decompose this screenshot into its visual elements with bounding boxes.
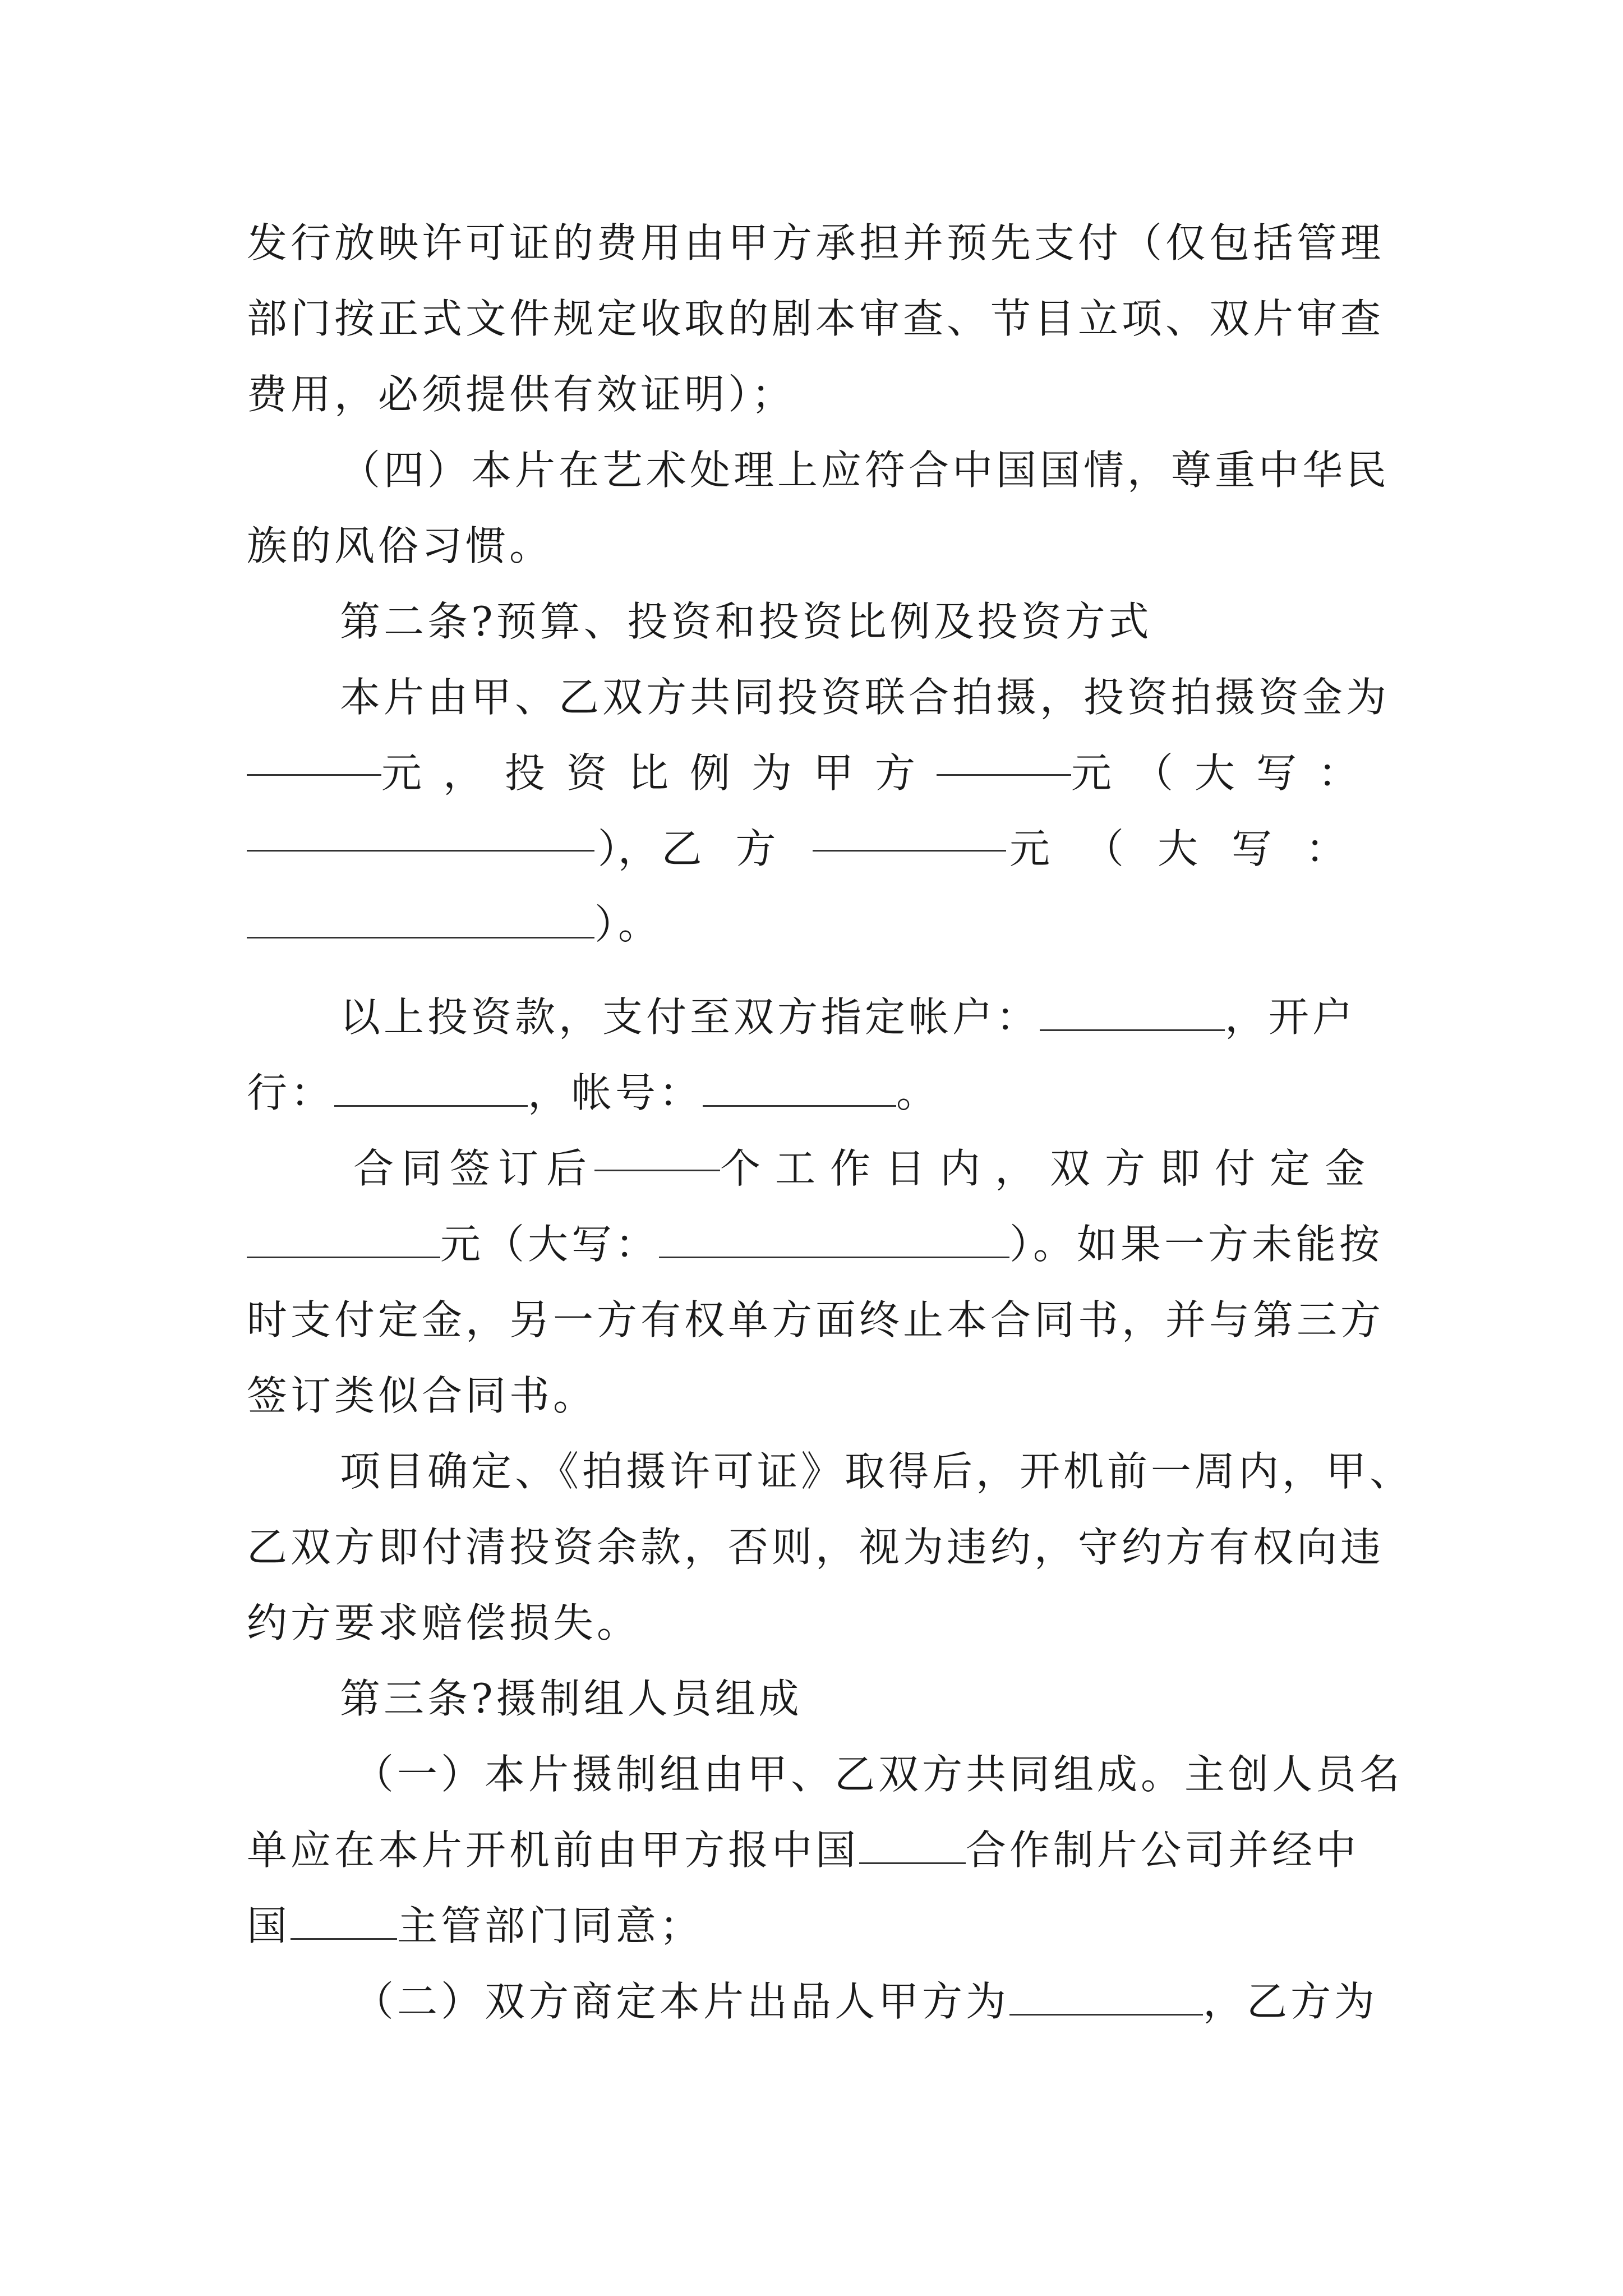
- blank-line: [247, 1217, 440, 1258]
- text-fragment: 元（大写：: [440, 1221, 660, 1268]
- text-fragment: 元（大写：: [1009, 825, 1380, 872]
- text-line: 约方要求赔偿损失。: [247, 1599, 641, 1646]
- text-line: [247, 1206, 1384, 1282]
- text-fragment: 单应在本片开机前由甲方报中国: [247, 1826, 860, 1874]
- text-line: 族的风俗习惯。: [247, 522, 554, 569]
- blank-line: [859, 1823, 966, 1864]
- blank-line: [247, 898, 594, 938]
- text-fragment: 乙方: [661, 825, 810, 872]
- blank-line: [937, 735, 1071, 776]
- text-line: 费用，必须提供有效证明）；: [247, 371, 796, 418]
- text-line: 乙双方即付清投资余款，否则，视为违约，守约方有权向违: [247, 1524, 1385, 1571]
- text-fragment: 元，投资比例为甲方: [381, 749, 937, 797]
- text-fragment: 。: [896, 1069, 940, 1116]
- text-line: （四）本片在艺术处理上应符合中国国情，尊重中华民: [340, 447, 1390, 494]
- text-fragment: 行：: [247, 1069, 335, 1116]
- text-line: [340, 979, 1380, 1055]
- text-line-justified: [247, 811, 1380, 887]
- text-line-justified: [353, 1130, 1380, 1207]
- text-line: [353, 1963, 1380, 2040]
- text-line: 发行放映许可证的费用由甲方承担并预先支付（仅包括管理: [247, 219, 1385, 266]
- blank-line: [703, 1066, 896, 1107]
- text-fragment: ，开户: [1225, 993, 1357, 1041]
- text-fragment: 主管部门同意；: [397, 1902, 704, 1949]
- text-line: 项目确定、《拍摄许可证》取得后，开机前一周内，甲、: [340, 1448, 1414, 1495]
- blank-line: [247, 735, 381, 776]
- text-line: [247, 1812, 1380, 1888]
- text-line-justified: [247, 735, 1380, 811]
- text-fragment: 合同签订后: [353, 1145, 595, 1192]
- text-fragment: ），: [597, 825, 658, 872]
- blank-line: [1040, 990, 1225, 1031]
- text-fragment: ，乙方为: [1203, 1978, 1378, 2025]
- blank-line: [291, 1899, 397, 1940]
- text-line: 时支付定金，另一方有权单方面终止本合同书，并与第三方: [247, 1296, 1385, 1343]
- text-line: [247, 886, 1380, 963]
- text-fragment: （二）双方商定本片出品人甲方为: [353, 1978, 1010, 2025]
- text-fragment: 合作制片公司并经中: [966, 1826, 1360, 1874]
- text-fragment: 个工作日内，双方即付定金: [720, 1145, 1380, 1192]
- text-line: [247, 1888, 1380, 1964]
- blank-line: [334, 1066, 528, 1107]
- text-fragment: 国: [247, 1902, 291, 1949]
- blank-line: [594, 1130, 720, 1171]
- text-line: 签订类似合同书。: [247, 1372, 597, 1419]
- text-fragment: ）。: [594, 901, 662, 948]
- text-line: [247, 1055, 1380, 1131]
- text-line: （一）本片摄制组由甲、乙双方共同组成。主创人员名: [353, 1751, 1404, 1798]
- blank-line: [247, 811, 594, 852]
- section-heading: 第三条?摄制组人员组成: [340, 1675, 803, 1722]
- text-fragment: ，帐号：: [528, 1069, 703, 1116]
- text-fragment: 元（大写：: [1071, 749, 1380, 797]
- blank-line: [1009, 1975, 1203, 2016]
- blank-line: [659, 1217, 1009, 1258]
- text-fragment: ）。如果一方未能按: [1009, 1221, 1384, 1268]
- blank-line: [813, 811, 1006, 852]
- text-line: 部门按正式文件规定收取的剧本审查、节目立项、双片审查: [247, 295, 1385, 342]
- section-heading: 第二条?预算、投资和投资比例及投资方式: [340, 598, 1152, 645]
- text-line: 本片由甲、乙双方共同投资联合拍摄，投资拍摄资金为: [340, 674, 1390, 721]
- text-fragment: 以上投资款，支付至双方指定帐户：: [340, 993, 1040, 1041]
